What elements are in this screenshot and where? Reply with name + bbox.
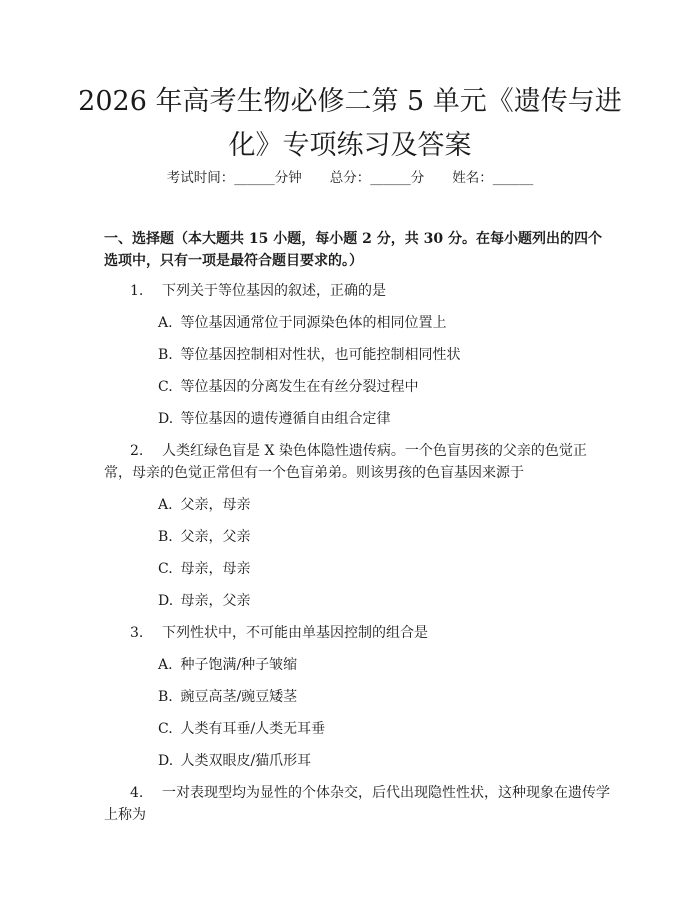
question-3-option-b [158,686,618,708]
option-letter: A. [158,497,173,513]
option-letter: D. [158,753,174,769]
question-stem: 下列性状中，不可能由单基因控制的组合是 [162,625,428,641]
score-unit: 分 [410,170,425,186]
question-1-option-d [158,408,618,430]
option-letter: C. [158,721,173,737]
question-1-option-a [158,312,618,334]
question-1-option-b [158,344,618,366]
question-3-option-a [158,654,618,676]
option-text: 等位基因通常位于同源染色体的相同位置上 [180,315,447,331]
question-stem: 一对表现型均为显性的个体杂交，后代出现隐性性状，这种现象在遗传学上称为 [104,785,610,823]
option-text: 人类有耳垂/人类无耳垂 [180,721,326,737]
option-letter: A. [158,315,173,331]
option-text: 母亲，父亲 [180,593,251,609]
time-blank: ______ [234,170,275,186]
option-letter: B. [158,529,173,545]
question-3 [104,622,614,644]
option-letter: A. [158,657,173,673]
exam-meta [0,168,700,188]
option-letter: B. [158,347,173,363]
question-2-option-a [158,494,618,516]
question-3-option-d [158,750,618,772]
name-blank: ______ [492,170,534,186]
option-text: 种子饱满/种子皱缩 [180,657,298,673]
question-2 [104,440,614,484]
question-number: 3. [130,625,144,641]
score-blank: ______ [370,170,411,186]
question-1 [104,280,614,302]
question-number: 2. [130,443,144,459]
option-text: 父亲，父亲 [180,529,251,545]
question-2-option-c [158,558,618,580]
name-label: 姓名： [452,170,493,186]
option-letter: C. [158,379,173,395]
option-letter: B. [158,689,173,705]
option-text: 等位基因的遗传遵循自由组合定律 [180,411,391,427]
question-4 [104,782,614,826]
question-3-option-c [158,718,618,740]
option-text: 等位基因的分离发生在有丝分裂过程中 [180,379,419,395]
option-text: 豌豆高茎/豌豆矮茎 [180,689,298,705]
option-letter: C. [158,561,173,577]
score-label: 总分： [329,170,371,186]
title-line-1: 2026 年高考生物必修二第 5 单元《遗传与进 [78,86,622,117]
question-number: 1. [130,283,144,299]
time-unit: 分钟 [274,170,302,186]
time-label: 考试时间： [166,170,235,186]
question-2-option-b [158,526,618,548]
option-text: 人类双眼皮/猫爪形耳 [180,753,312,769]
option-text: 等位基因控制相对性状，也可能控制相同性状 [180,347,461,363]
option-text: 父亲，母亲 [180,497,251,513]
section-heading: 一、选择题（本大题共 15 小题，每小题 2 分，共 30 分。在每小题列出的四个选项中，只有一项是最符合题目要求的。） [104,231,602,269]
option-letter: D. [158,411,174,427]
question-stem: 人类红绿色盲是 X 染色体隐性遗传病。一个色盲男孩的父亲的色觉正常，母亲的色觉正常但有一个色盲弟弟。则该男孩的色盲基因来源于 [104,443,587,481]
option-letter: D. [158,593,174,609]
option-text: 母亲，母亲 [180,561,251,577]
document-title [60,80,640,168]
title-line-2: 化》专项练习及答案 [228,130,472,161]
question-1-option-c [158,376,618,398]
question-stem: 下列关于等位基因的叙述，正确的是 [162,283,386,299]
question-2-option-d [158,590,618,612]
question-number: 4. [130,785,144,801]
